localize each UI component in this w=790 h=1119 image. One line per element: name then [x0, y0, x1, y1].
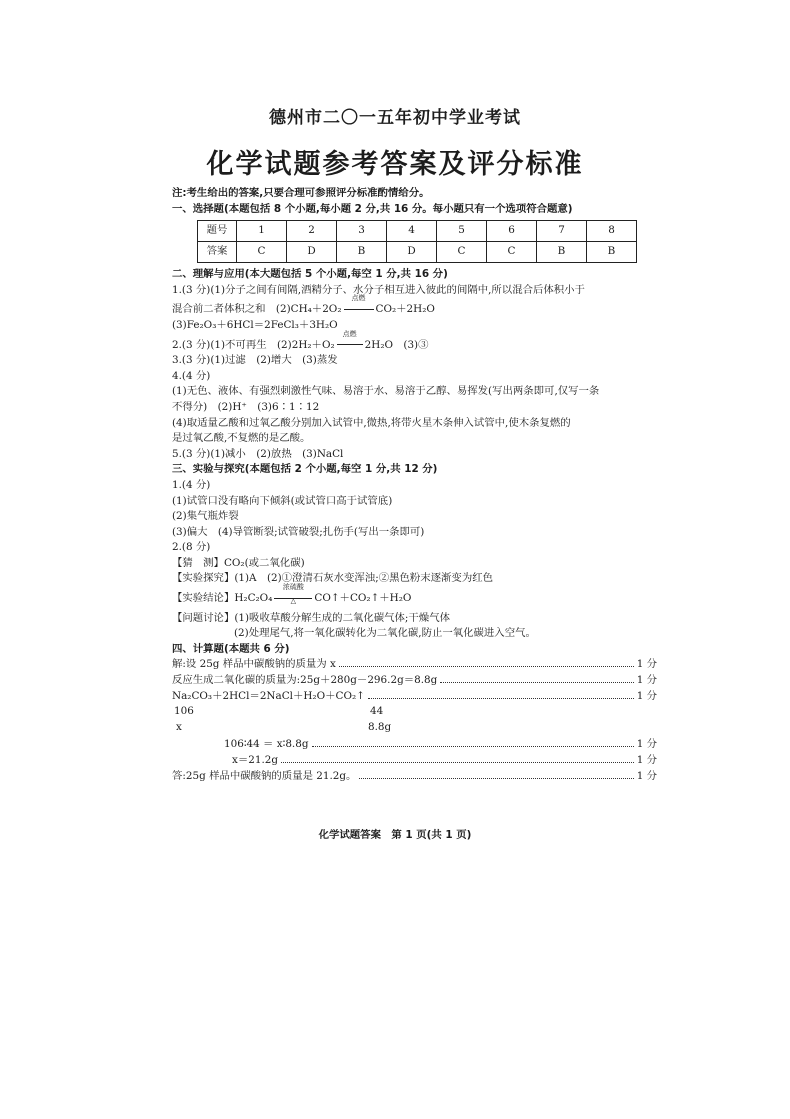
s3-q1-head: 1.(4 分): [172, 478, 211, 491]
content-body: [172, 186, 657, 784]
reaction-condition: 点燃: [342, 329, 357, 338]
s3-conclusion-left: 【实验结论】H₂C₂O₄: [172, 592, 273, 605]
molar-mass-na2co3: 106: [174, 705, 194, 718]
section4-heading: 四、计算题(本题共 6 分): [172, 642, 290, 655]
answer-cell: B: [537, 242, 587, 263]
section3-heading: 三、实验与探究(本题包括 2 个小题,每空 1 分,共 12 分): [172, 463, 438, 476]
answer-cell: D: [387, 242, 437, 263]
table-row: [198, 242, 637, 263]
section2-heading: 二、理解与应用(本大题包括 5 个小题,每空 1 分,共 16 分): [172, 268, 448, 281]
calc-equation: Na₂CO₃＋2HCl＝2NaCl＋H₂O＋CO₂↑: [172, 689, 365, 702]
s2-q2: [172, 329, 657, 354]
row-label-number: 题号: [198, 221, 237, 242]
grading-note: 注:考生给出的答案,只要合理可参照评分标准酌情给分。: [172, 187, 430, 199]
s2-q1-line1: 1.(3 分)(1)分子之间有间隔,酒精分子、水分子相互进入彼此的间隔中,所以混合后体积小于: [172, 283, 585, 296]
score-point: 1 分: [636, 658, 657, 671]
exam-name: 德州市二〇一五年初中学业考试: [269, 108, 521, 128]
reaction-condition: 点燃: [351, 294, 366, 303]
score-point: 1 分: [636, 754, 657, 766]
question-number: 7: [537, 221, 587, 242]
s2-q1-equation-right: CO₂＋2H₂O: [375, 303, 435, 316]
s2-q5: 5.(3 分)(1)减小 (2)放热 (3)NaCl: [172, 447, 344, 460]
s2-q4-line3: (4)取适量乙酸和过氧乙酸分别加入试管中,微热,将带火星木条伸入试管中,使木条复燃的: [172, 416, 571, 429]
calc-proportion: 106∶44 ＝ x∶8.8g: [224, 738, 309, 751]
calc-step-2: [172, 673, 657, 689]
s2-q1-line3: (3)Fe₂O₃＋6HCl＝2FeCl₃＋3H₂O: [172, 318, 338, 331]
calc-answer: 答:25g 样品中碳酸钠的质量是 21.2g。: [172, 769, 357, 782]
row-label-answer: 答案: [198, 242, 237, 263]
co2-mass-value: 8.8g: [368, 720, 392, 733]
answer-cell: B: [587, 242, 637, 263]
calc-step-5: [172, 753, 657, 769]
calc-step-text: 反应生成二氧化碳的质量为:25g＋280g－296.2g＝8.8g: [172, 674, 438, 687]
table-row: [198, 221, 637, 242]
s2-q1-equation-left: 混合前二者体积之和 (2)CH₄＋2O₂: [172, 303, 342, 316]
s3-q1-line1: (1)试管口没有略向下倾斜(或试管口高于试管底): [172, 494, 393, 507]
score-point: 1 分: [636, 689, 657, 702]
s3-q1-line2: (2)集气瓶炸裂: [172, 510, 239, 523]
answer-cell: D: [287, 242, 337, 263]
s2-q4-line4: 是过氧乙酸,不复燃的是乙酸。: [172, 432, 311, 445]
s2-q2-right: 2H₂O (3)③: [364, 338, 429, 351]
s2-q4-line1: (1)无色、液体、有强烈刺激性气味、易溶于水、易溶于乙醇、易挥发(写出两条即可,仅写一条: [172, 385, 600, 398]
reaction-arrow: [344, 294, 374, 318]
s2-q2-left: 2.(3 分)(1)不可再生 (2)2H₂＋O₂: [172, 338, 335, 351]
document-title: 化学试题参考答案及评分标准: [206, 149, 584, 180]
question-number: 3: [337, 221, 387, 242]
answer-cell: C: [237, 242, 287, 263]
calc-step-text: 解:设 25g 样品中碳酸钠的质量为 x: [172, 658, 336, 671]
answer-cell: B: [337, 242, 387, 263]
s2-q4-head: 4.(4 分): [172, 369, 211, 382]
score-point: 1 分: [636, 674, 657, 687]
question-number: 2: [287, 221, 337, 242]
question-number: 1: [237, 221, 287, 242]
s3-q2-head: 2.(8 分): [172, 541, 211, 554]
s2-q1-line2: [172, 294, 657, 318]
reaction-arrow: [274, 583, 312, 607]
score-point: 1 分: [636, 738, 657, 751]
s3-q1-line3: (3)偏大 (4)导管断裂;试管破裂;扎伤手(写出一条即可): [172, 525, 425, 538]
answer-cell: C: [437, 242, 487, 263]
calc-step-6: [172, 769, 657, 785]
molar-mass-co2: 44: [370, 705, 384, 718]
s3-conclusion-right: CO↑＋CO₂↑＋H₂O: [314, 592, 412, 605]
s3-conclusion: [172, 583, 657, 607]
s3-discussion1: 【问题讨论】(1)吸收草酸分解生成的二氧化碳气体;干燥气体: [172, 611, 450, 624]
page-footer: 化学试题答案 第 1 页(共 1 页): [318, 829, 472, 841]
calc-step-4: [172, 737, 657, 753]
question-number: 8: [587, 221, 637, 242]
s3-explore: 【实验探究】(1)A (2)①澄清石灰水变浑浊;②黑色粉末逐渐变为红色: [172, 572, 493, 585]
reaction-catalyst: 浓硫酸: [282, 583, 304, 592]
variable-x: x: [176, 720, 182, 733]
question-number: 5: [437, 221, 487, 242]
section1-heading: 一、选择题(本题包括 8 个小题,每小题 2 分,共 16 分。每小题只有一个选项符合题意): [172, 202, 573, 215]
reaction-arrow: [337, 329, 363, 354]
calc-step-1: [172, 657, 657, 673]
molar-mass-row: [172, 704, 657, 720]
variable-row: [172, 720, 657, 736]
question-number: 4: [387, 221, 437, 242]
calc-solution: x＝21.2g: [232, 754, 279, 766]
s3-guess: 【猜 测】CO₂(或二氧化碳): [172, 556, 305, 569]
s2-q3: 3.(3 分)(1)过滤 (2)增大 (3)蒸发: [172, 354, 338, 367]
question-number: 6: [487, 221, 537, 242]
answer-table: [197, 220, 637, 263]
answer-cell: C: [487, 242, 537, 263]
s3-discussion2: (2)处理尾气,将一氧化碳转化为二氧化碳,防止一氧化碳进入空气。: [234, 627, 536, 640]
score-point: 1 分: [636, 769, 657, 782]
calc-step-3: [172, 689, 657, 705]
reaction-heat-symbol: △: [290, 597, 297, 606]
s2-q4-line2: 不得分) (2)H⁺ (3)6∶1∶12: [172, 400, 320, 413]
